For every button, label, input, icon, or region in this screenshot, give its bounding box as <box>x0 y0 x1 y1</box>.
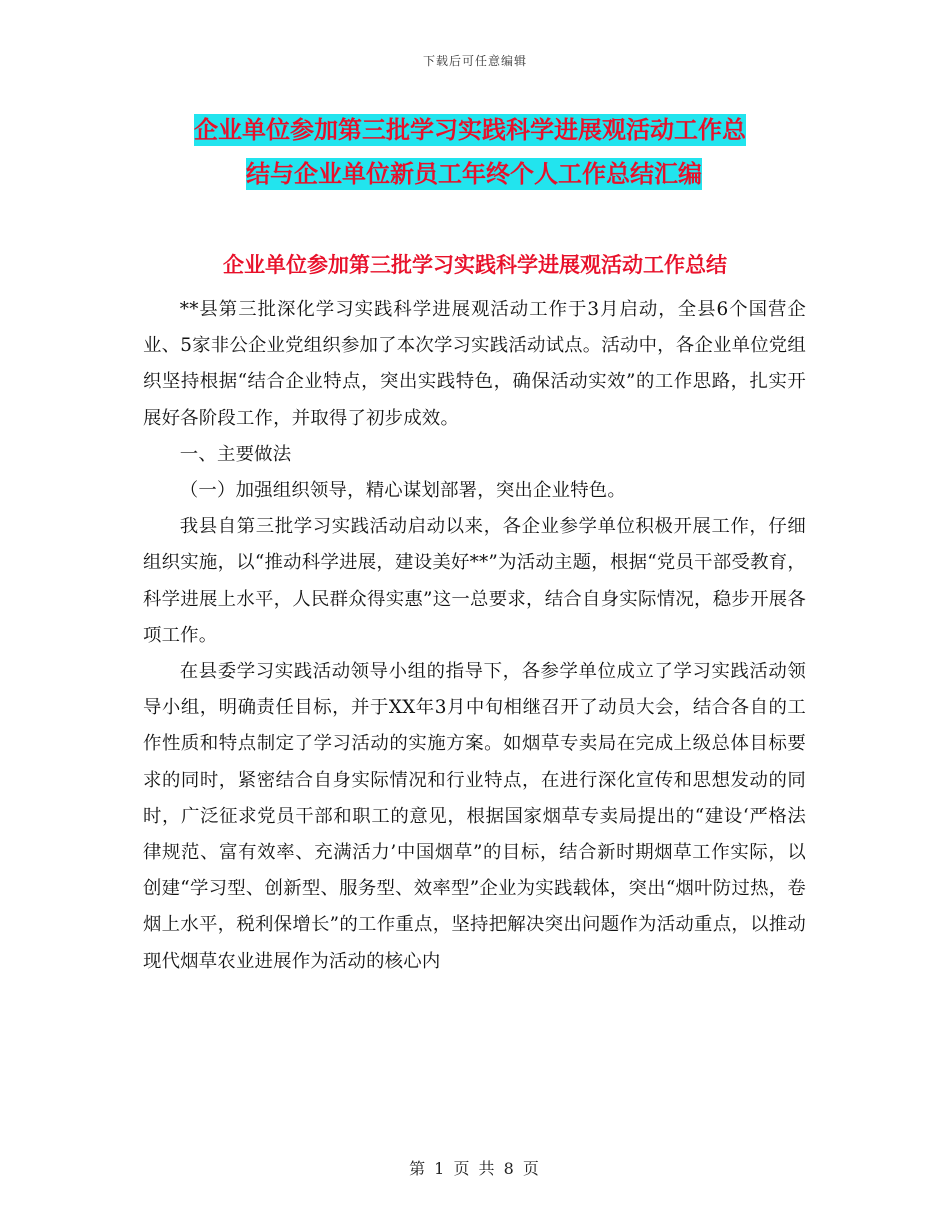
section-title: 企业单位参加第三批学习实践科学进展观活动工作总结 <box>223 253 727 277</box>
page-footer: 第 1 页 共 8 页 <box>409 1159 541 1178</box>
title-line-2 <box>150 152 830 196</box>
page-header: 下载后可任意编辑 <box>422 54 527 68</box>
paragraph-heading: 一、主要做法 <box>179 443 292 465</box>
title-line-1 <box>150 108 830 152</box>
paragraph: 在县委学习实践活动领导小组的指导下，各参学单位成立了学习实践活动领导小组，明确责任目标，并于XX年3月中旬相继召开了动员大会，结合各自的工作性质和特点制定了学习活动的实施方案。如烟草专卖局在完成上级总体目标要求的同时，紧密结合自身实际情况和行业特点，在进行深化宣传和思想发动的同时，广泛征求党员干部和职工的意见，根据国家烟草专卖局提出的“建设‘严格法律规范、富有效率、充满活力’中国烟草”的目标，结合新时期烟草工作实际，以创建“学习型、创新型、服务型、效率型”企业为实践载体，突出“烟叶防过热，卷烟上水平，税利保增长”的工作重点，坚持把解决突出问题作为活动重点，以推动现代烟草农业进展作为活动的核心内 <box>143 661 806 972</box>
paragraph: **县第三批深化学习实践科学进展观活动工作于3月启动，全县6个国营企业、5家非公企业党组织参加了本次学习实践活动试点。活动中，各企业单位党组织坚持根据“结合企业特点，突出实践特色，确保活动实效”的工作思路，扎实开展好各阶段工作，并取得了初步成效。 <box>143 299 806 429</box>
paragraph: 我县自第三批学习实践活动启动以来，各企业参学单位积极开展工作，仔细组织实施，以“推动科学进展，建设美好**”为活动主题，根据“党员干部受教育，科学进展上水平，人民群众得实惠”这一总要求，结合自身实际情况，稳步开展各项工作。 <box>143 516 806 646</box>
title-line-1-text: 企业单位参加第三批学习实践科学进展观活动工作总 <box>194 116 746 144</box>
body-text <box>143 292 806 980</box>
title-line-2-text: 结与企业单位新员工年终个人工作总结汇编 <box>246 160 702 188</box>
paragraph-subheading: （一）加强组织领导，精心谋划部署，突出企业特色。 <box>179 480 626 502</box>
document-title <box>150 108 830 196</box>
